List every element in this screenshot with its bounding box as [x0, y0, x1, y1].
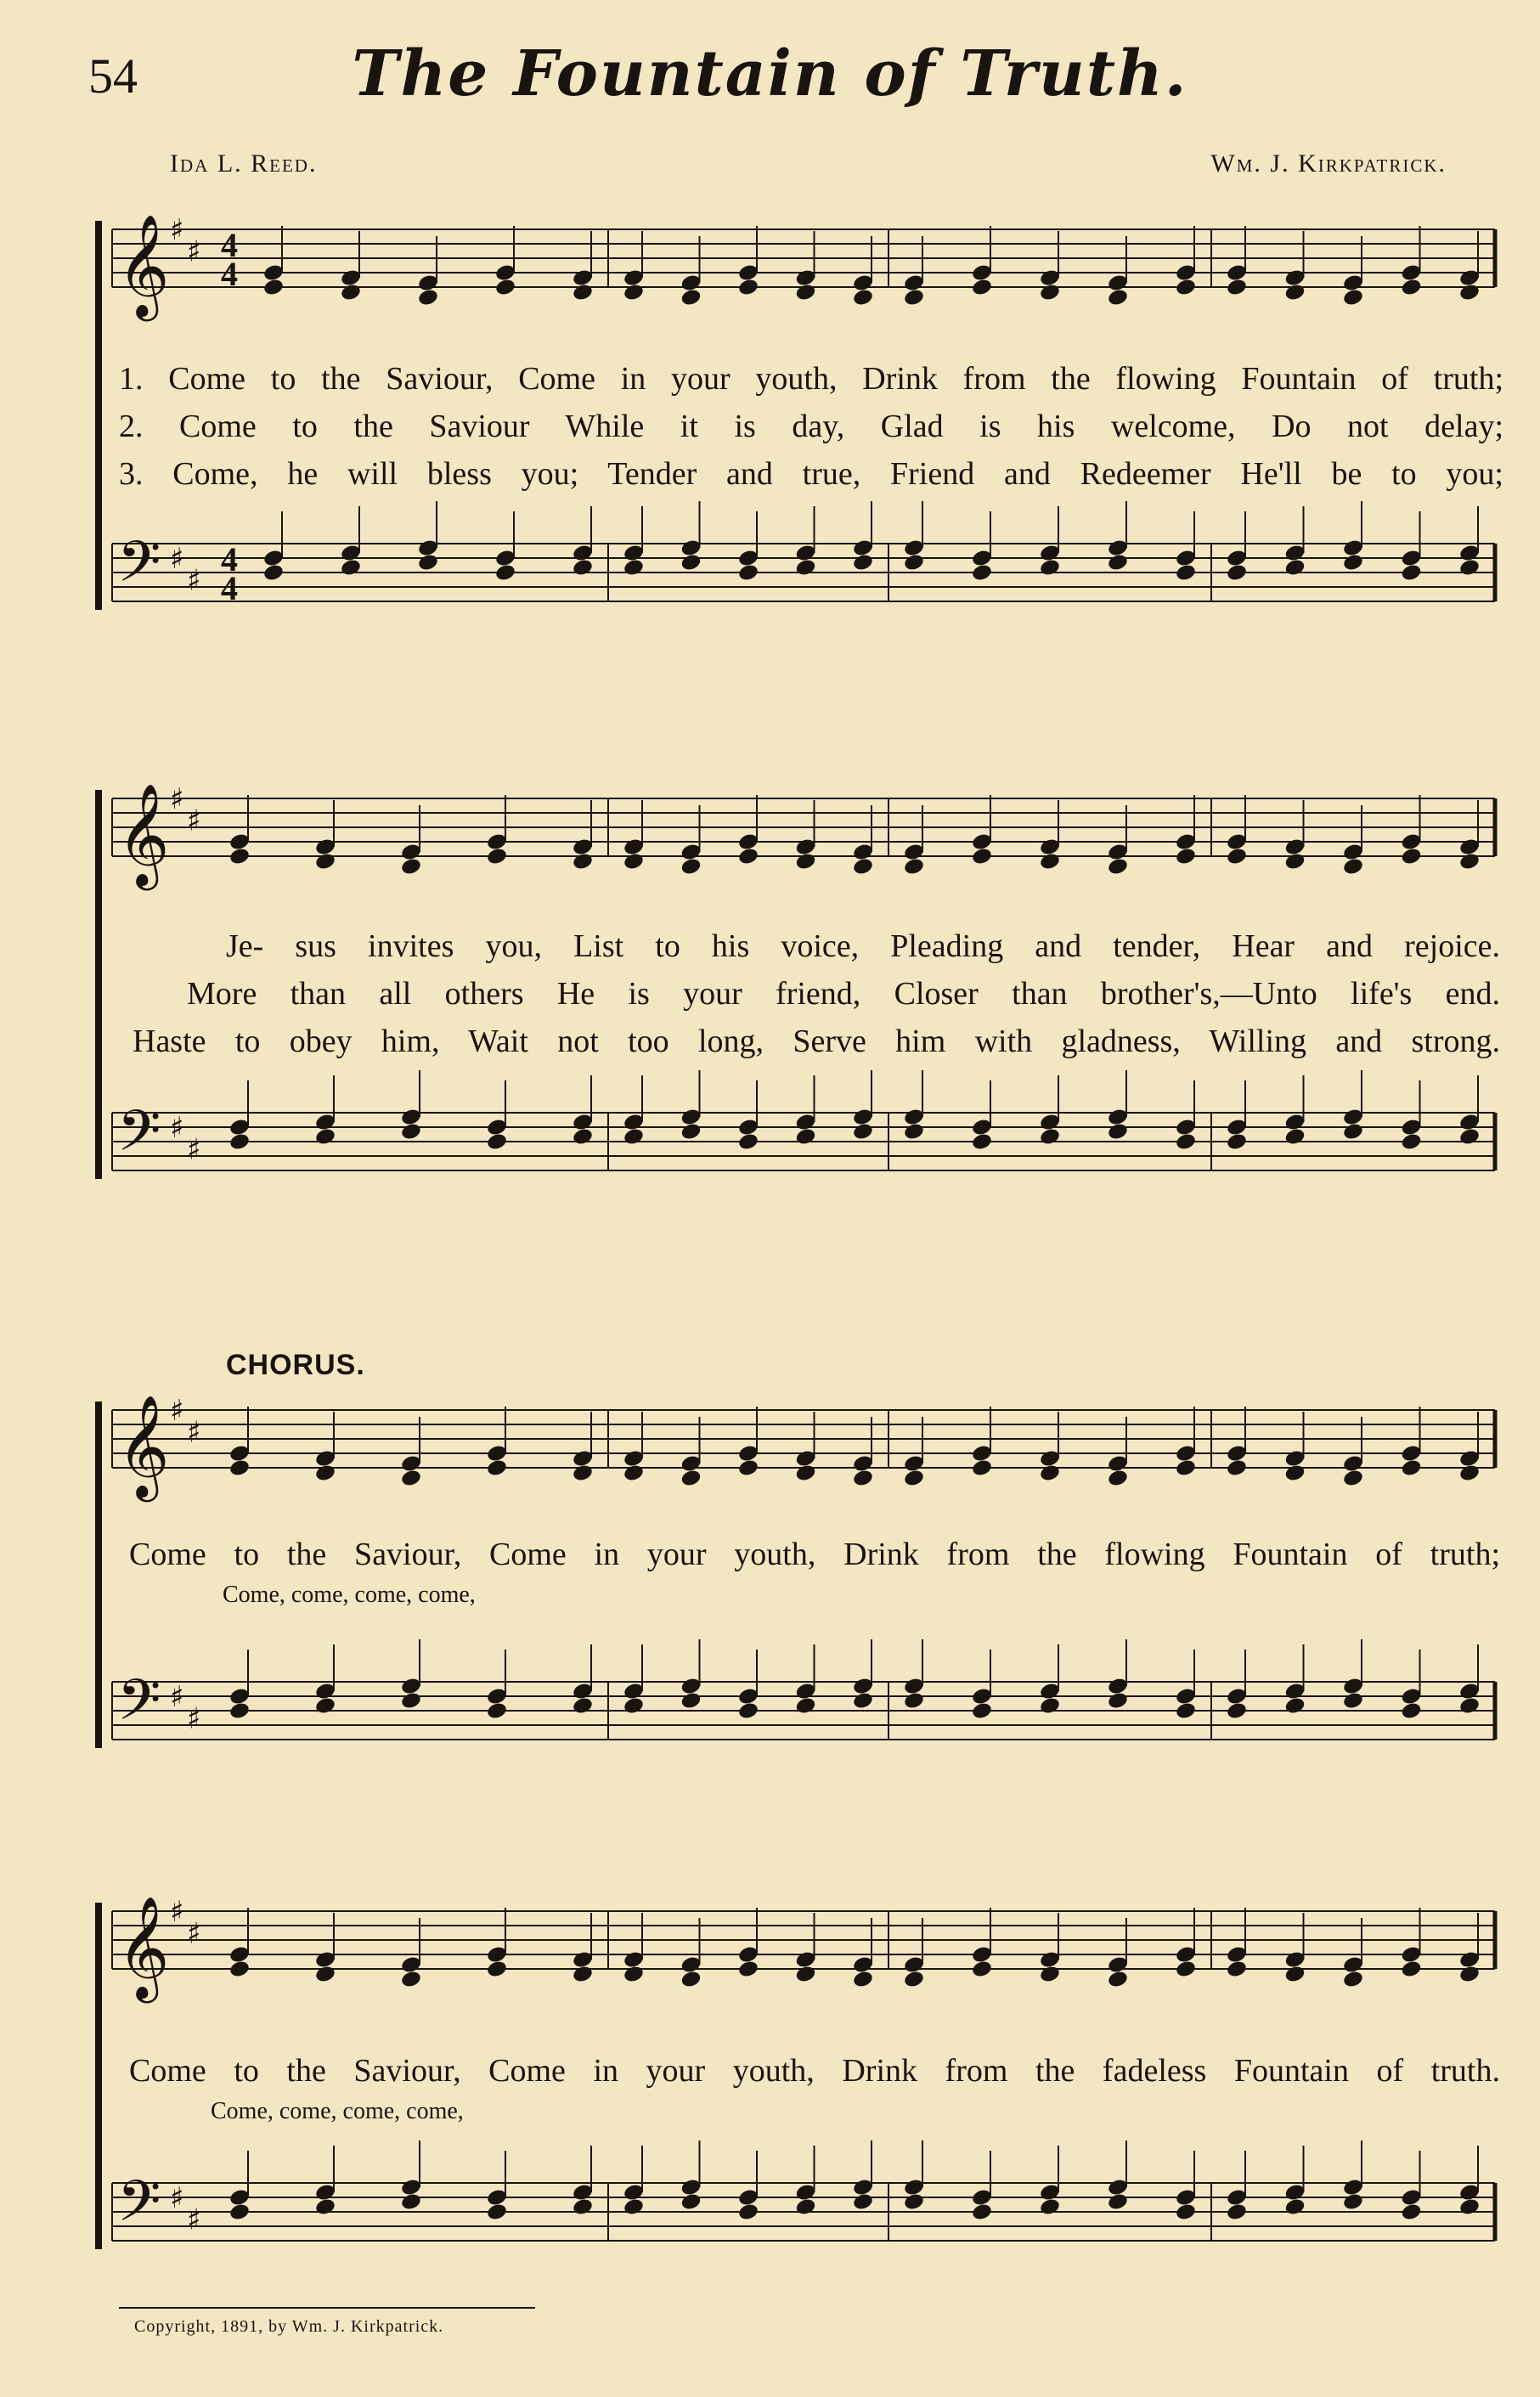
note-head [737, 563, 759, 583]
note-head [572, 1127, 594, 1147]
verse-2-line-2: More than all others He is your friend, Closer than brother's,—Unto life's end. [187, 976, 1500, 1012]
note-head [314, 852, 336, 871]
key-sharp-icon: ♯ [187, 563, 201, 598]
note-head [852, 2192, 874, 2212]
note-head [794, 283, 816, 302]
key-sharp-icon: ♯ [170, 1680, 184, 1714]
note-head [903, 1469, 925, 1488]
key-sharp-icon: ♯ [187, 1701, 201, 1736]
note-head [794, 1696, 816, 1716]
note-head [680, 1691, 702, 1711]
note-head [1400, 2202, 1422, 2222]
note-head [903, 1122, 925, 1142]
note-head [623, 1127, 645, 1147]
note-head [903, 857, 925, 877]
note-head [228, 1132, 251, 1152]
verse-3-line-2: Haste to obey him, Wait not too long, Serve him with gladness, Willing and strong. [133, 1024, 1500, 1059]
note-head [903, 1691, 925, 1711]
treble-clef-icon: 𝄞 [117, 782, 170, 886]
note-head [1458, 558, 1481, 578]
chorus-line-2: Come to the Saviour, Come in your youth, Drink from the fadeless Fountain of truth. [129, 2053, 1500, 2089]
chorus-line-1: Come to the Saviour, Come in your youth, Drink from the flowing Fountain of truth; [129, 1537, 1500, 1572]
key-sharp-icon: ♯ [187, 234, 201, 269]
note-head [971, 1132, 993, 1152]
note-head [1458, 1965, 1481, 1984]
note-head [1107, 857, 1129, 877]
note-head [1342, 1122, 1364, 1142]
note-head [1039, 558, 1061, 578]
note-head [623, 1464, 645, 1483]
verse-2-line-1: 2. Come to the Saviour While it is day, Glad is his welcome, Do not delay; [119, 409, 1503, 444]
key-sharp-icon: ♯ [170, 1111, 184, 1145]
note-head [971, 1960, 993, 1979]
note-head [1175, 847, 1197, 866]
note-head [794, 852, 816, 871]
key-sharp-icon: ♯ [170, 782, 184, 816]
system-brace [95, 221, 102, 610]
note-head [486, 1960, 508, 1979]
time-signature-digit: 4 [221, 226, 238, 264]
note-head [1283, 283, 1306, 302]
bass-clef-icon: 𝄢 [117, 1098, 161, 1177]
note-head [1458, 852, 1481, 871]
note-head [1107, 1469, 1129, 1488]
note-head [1039, 2197, 1061, 2217]
note-head [794, 1965, 816, 1984]
key-sharp-icon: ♯ [187, 1415, 201, 1450]
note-head [1400, 1960, 1422, 1979]
note-head [1226, 2202, 1248, 2222]
note-head [903, 288, 925, 307]
note-head [852, 1469, 874, 1488]
note-head [623, 1696, 645, 1716]
note-head [1107, 1970, 1129, 1989]
bass-clef-icon: 𝄢 [117, 1667, 161, 1746]
note-head [1283, 1127, 1306, 1147]
key-sharp-icon: ♯ [187, 804, 201, 838]
note-head [1175, 1132, 1197, 1152]
note-head [400, 857, 422, 877]
note-head [1039, 283, 1061, 302]
note-head [314, 2197, 336, 2217]
note-head [680, 857, 702, 877]
note-head [1400, 847, 1422, 866]
note-head [314, 1464, 336, 1483]
note-head [314, 1696, 336, 1716]
note-head [971, 278, 993, 297]
note-head [737, 1132, 759, 1152]
note-head [486, 847, 508, 866]
note-head [1107, 288, 1129, 307]
note-head [400, 1122, 422, 1142]
note-head [971, 1701, 993, 1721]
note-head [262, 278, 285, 297]
note-head [680, 1122, 702, 1142]
note-head [1107, 1122, 1129, 1142]
key-sharp-icon: ♯ [170, 542, 184, 576]
note-head [1342, 553, 1364, 572]
note-head [852, 288, 874, 307]
note-head [1226, 1701, 1248, 1721]
note-head [1400, 1701, 1422, 1721]
note-head [623, 558, 645, 578]
note-head [228, 847, 251, 866]
note-head [971, 1458, 993, 1478]
note-head [1283, 2197, 1306, 2217]
verse-3-line-1: 3. Come, he will bless you; Tender and true, Friend and Redeemer He'll be to you; [119, 456, 1503, 492]
note-head [228, 1458, 251, 1478]
note-head [262, 563, 285, 583]
note-head [1342, 2192, 1364, 2212]
note-head [903, 553, 925, 572]
note-head [1283, 558, 1306, 578]
note-head [1458, 1127, 1481, 1147]
key-sharp-icon: ♯ [170, 213, 184, 247]
note-head [1400, 1458, 1422, 1478]
note-head [903, 2192, 925, 2212]
key-sharp-icon: ♯ [187, 2202, 201, 2237]
note-head [737, 847, 759, 866]
note-head [680, 1469, 702, 1488]
music-system-4 [0, 1886, 1540, 2293]
note-head [1226, 278, 1248, 297]
note-head [1400, 278, 1422, 297]
note-head [737, 1458, 759, 1478]
note-head [494, 563, 516, 583]
note-head [1458, 283, 1481, 302]
note-head [400, 2192, 422, 2212]
note-head [794, 1127, 816, 1147]
note-head [340, 558, 362, 578]
page-number: 54 [88, 48, 138, 104]
note-head [971, 2202, 993, 2222]
note-head [1342, 857, 1364, 877]
note-head [852, 857, 874, 877]
note-head [971, 847, 993, 866]
note-head [228, 1701, 251, 1721]
note-head [794, 558, 816, 578]
note-head [737, 1701, 759, 1721]
note-head [1175, 278, 1197, 297]
note-head [400, 1970, 422, 1989]
note-head [1039, 1464, 1061, 1483]
copyright-notice: Copyright, 1891, by Wm. J. Kirkpatrick. [134, 2317, 444, 2336]
system-brace [95, 1402, 102, 1748]
note-head [852, 1122, 874, 1142]
note-head [417, 288, 439, 307]
note-head [680, 553, 702, 572]
note-head [1283, 1965, 1306, 1984]
note-head [1107, 1691, 1129, 1711]
note-head [1039, 852, 1061, 871]
note-head [417, 553, 439, 572]
note-head [1342, 1691, 1364, 1711]
note-head [228, 2202, 251, 2222]
note-head [1107, 553, 1129, 572]
note-head [971, 563, 993, 583]
note-head [400, 1469, 422, 1488]
note-head [903, 1970, 925, 1989]
treble-clef-icon: 𝄞 [117, 213, 170, 317]
system-brace [95, 1903, 102, 2249]
note-head [1342, 1970, 1364, 1989]
copyright-rule [119, 2307, 535, 2309]
lyricist-credit: Ida L. Reed. [170, 149, 318, 178]
note-head [1226, 1458, 1248, 1478]
note-head [737, 2202, 759, 2222]
note-head [572, 2197, 594, 2217]
chorus-label: CHORUS. [226, 1349, 365, 1381]
key-sharp-icon: ♯ [187, 1132, 201, 1167]
note-head [314, 1127, 336, 1147]
note-head [1400, 563, 1422, 583]
note-head [1458, 2197, 1481, 2217]
note-head [1226, 1960, 1248, 1979]
key-sharp-icon: ♯ [187, 1916, 201, 1951]
note-head [486, 1132, 508, 1152]
note-head [623, 852, 645, 871]
note-head [1458, 1696, 1481, 1716]
note-head [852, 553, 874, 572]
note-head [1107, 2192, 1129, 2212]
note-head [794, 2197, 816, 2217]
note-head [1342, 1469, 1364, 1488]
note-head [737, 278, 759, 297]
note-head [1342, 288, 1364, 307]
note-head [852, 1970, 874, 1989]
note-head [1226, 563, 1248, 583]
note-head [486, 2202, 508, 2222]
verse-1-line-2: Je- sus invites you, List to his voice, Pleading and tender, Hear and rejoice. [226, 928, 1500, 964]
note-head [1226, 847, 1248, 866]
note-head [1226, 1132, 1248, 1152]
note-head [228, 1960, 251, 1979]
treble-clef-icon: 𝄞 [117, 1394, 170, 1497]
note-head [1175, 1960, 1197, 1979]
hymn-title: The Fountain of Truth. [352, 37, 1188, 110]
note-head [1175, 563, 1197, 583]
bass-clef-icon: 𝄢 [117, 2169, 161, 2248]
note-head [572, 1696, 594, 1716]
note-head [1175, 1458, 1197, 1478]
note-head [486, 1701, 508, 1721]
composer-credit: Wm. J. Kirkpatrick. [1210, 149, 1447, 178]
note-head [852, 1691, 874, 1711]
treble-clef-icon: 𝄞 [117, 1895, 170, 1999]
chorus-echo-1: Come, come, come, come, [223, 1582, 476, 1608]
note-head [400, 1691, 422, 1711]
time-signature-digit: 4 [221, 540, 238, 578]
note-head [737, 1960, 759, 1979]
note-head [680, 288, 702, 307]
note-head [494, 278, 516, 297]
note-head [572, 283, 594, 302]
note-head [1283, 1464, 1306, 1483]
verse-1-line-1: 1. Come to the Saviour, Come in your youth, Drink from the flowing Fountain of truth; [119, 361, 1503, 397]
note-head [680, 2192, 702, 2212]
note-head [1400, 1132, 1422, 1152]
note-head [1039, 1965, 1061, 1984]
time-signature-digit: 4 [221, 255, 238, 293]
note-head [486, 1458, 508, 1478]
note-head [1283, 1696, 1306, 1716]
note-head [572, 852, 594, 871]
chorus-echo-2: Come, come, come, come, [211, 2098, 464, 2124]
note-head [1458, 1464, 1481, 1483]
system-brace [95, 790, 102, 1179]
key-sharp-icon: ♯ [170, 1895, 184, 1929]
note-head [314, 1965, 336, 1984]
note-head [572, 1965, 594, 1984]
note-head [623, 283, 645, 302]
note-head [1175, 2202, 1197, 2222]
key-sharp-icon: ♯ [170, 1394, 184, 1428]
note-head [623, 1965, 645, 1984]
note-head [1039, 1696, 1061, 1716]
note-head [1283, 852, 1306, 871]
note-head [680, 1970, 702, 1989]
note-head [1175, 1701, 1197, 1721]
key-sharp-icon: ♯ [170, 2181, 184, 2215]
time-signature-digit: 4 [221, 569, 238, 607]
note-head [794, 1464, 816, 1483]
note-head [572, 558, 594, 578]
note-head [572, 1464, 594, 1483]
bass-clef-icon: 𝄢 [117, 529, 161, 608]
note-head [623, 2197, 645, 2217]
note-head [340, 283, 362, 302]
note-head [1039, 1127, 1061, 1147]
